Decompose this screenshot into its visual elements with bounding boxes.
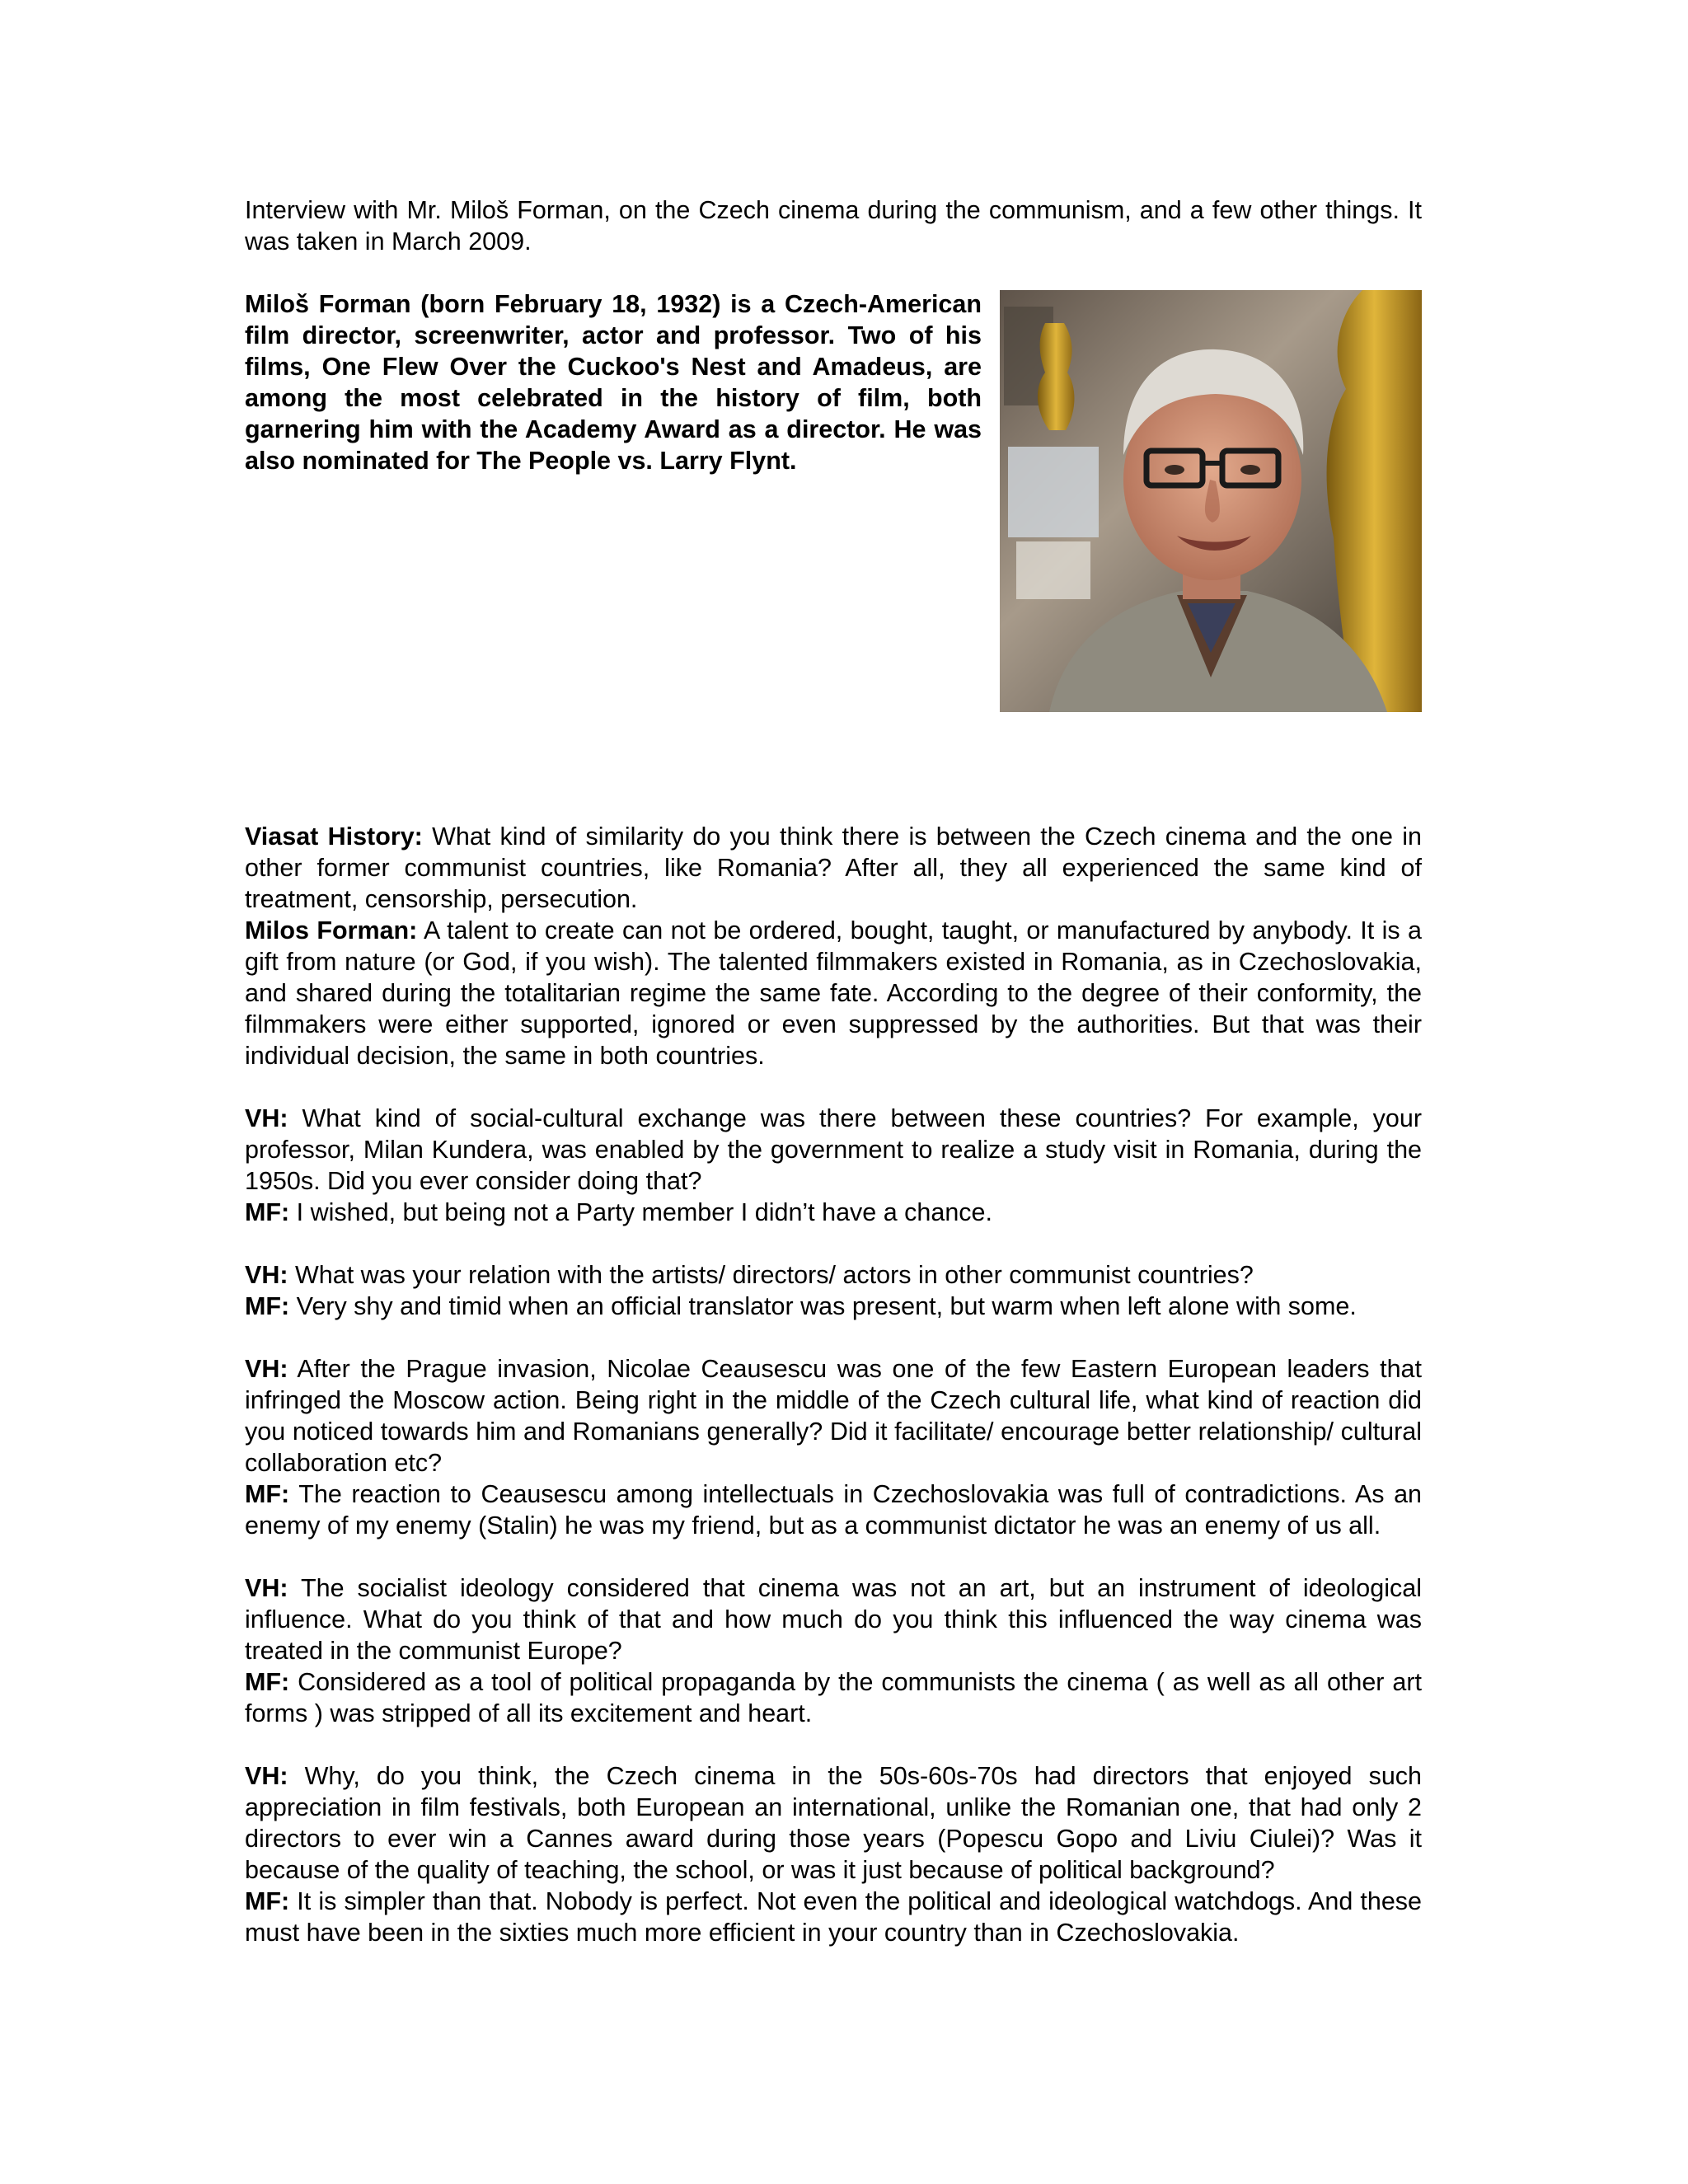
speaker-label: MF: xyxy=(245,1668,290,1696)
answer-text: Considered as a tool of political propaganda by the communists the cinema ( as well as all other art forms ) was stripped of all its excitement and heart. xyxy=(245,1668,1422,1727)
answer-text: A talent to create can not be ordered, bought, taught, or manufactured by anybody. It is a gift from nature (or God, if you wish). The talented filmmakers existed in Romania, as in Czechoslovakia, and shared during the totalitarian regime the same fate. According to the degree of their conformity, the filmmakers were either supported, ignored or even suppressed by the authorities. But that was their individual decision, the same in both countries. xyxy=(245,916,1422,1070)
gap xyxy=(245,1322,1422,1353)
interview-qa xyxy=(245,821,1422,1948)
gap xyxy=(245,1541,1422,1572)
gap xyxy=(245,1729,1422,1760)
answer-2 xyxy=(245,1197,1422,1228)
speaker-label: VH: xyxy=(245,1355,288,1383)
question-2 xyxy=(245,1103,1422,1197)
bio-paragraph: Miloš Forman (born February 18, 1932) is a Czech-American film director, screenwriter, actor and professor. Two of his films, One Flew Over the Cuckoo's Nest and Amadeus, are among the most celebrated in the history of film, both garnering him with the Academy Award as a director. He was also nominated for The People vs. Larry Flynt. xyxy=(245,290,982,475)
answer-text: I wished, but being not a Party member I didn’t have a chance. xyxy=(289,1198,992,1226)
question-5 xyxy=(245,1572,1422,1666)
speaker-label: Milos Forman: xyxy=(245,916,418,944)
answer-1 xyxy=(245,915,1422,1071)
answer-6 xyxy=(245,1886,1422,1948)
question-6 xyxy=(245,1760,1422,1886)
bio-block xyxy=(245,288,1422,709)
speaker-label: Viasat History: xyxy=(245,823,423,851)
question-4 xyxy=(245,1353,1422,1479)
spacer xyxy=(245,709,1422,821)
answer-text: It is simpler than that. Nobody is perfect. Not even the political and ideological watchdogs. And these must have been in the sixties much more efficient in your country than in Czechoslovakia. xyxy=(245,1887,1422,1947)
speaker-label: MF: xyxy=(245,1480,290,1508)
speaker-label: VH: xyxy=(245,1762,288,1790)
speaker-label: VH: xyxy=(245,1261,288,1289)
question-3 xyxy=(245,1259,1422,1291)
speaker-label: MF: xyxy=(245,1292,290,1320)
question-1 xyxy=(245,821,1422,915)
portrait-illustration xyxy=(1000,290,1422,712)
speaker-label: VH: xyxy=(245,1574,288,1602)
answer-text: Very shy and timid when an official translator was present, but warm when left alone with some. xyxy=(289,1292,1357,1320)
speaker-label: MF: xyxy=(245,1887,290,1915)
answer-3 xyxy=(245,1291,1422,1322)
answer-text: The reaction to Ceausescu among intellectuals in Czechoslovakia was full of contradictions. As an enemy of my enemy (Stalin) he was my friend, but as a communist dictator he was an enemy of us all. xyxy=(245,1480,1422,1540)
question-text: What was your relation with the artists/ directors/ actors in other communist countries? xyxy=(288,1261,1254,1289)
question-text: What kind of social-cultural exchange was there between these countries? For example, your professor, Milan Kundera, was enabled by the government to realize a study visit in Romania, during the 1950s. Did you ever consider doing that? xyxy=(245,1104,1422,1195)
question-text: Why, do you think, the Czech cinema in the 50s-60s-70s had directors that enjoyed such appreciation in film festivals, both European an international, unlike the Romanian one, that had only 2 directors to ever win a Cannes award during those years (Popescu Gopo and Liviu Ciulei)? Was it because of the quality of teaching, the school, or was it just because of political background? xyxy=(245,1762,1422,1884)
question-text: After the Prague invasion, Nicolae Ceausescu was one of the few Eastern European leaders that infringed the Moscow action. Being right in the middle of the Czech cultural life, what kind of reaction did you noticed towards him and Romanians generally? Did it facilitate/ encourage better relationship/ cultural collaboration etc? xyxy=(245,1355,1422,1477)
gap xyxy=(245,1228,1422,1259)
speaker-label: MF: xyxy=(245,1198,290,1226)
question-text: What kind of similarity do you think there is between the Czech cinema and the one in other former communist countries, like Romania? After all, they all experienced the same kind of treatment, censorship, persecution. xyxy=(245,823,1422,913)
answer-4 xyxy=(245,1479,1422,1541)
speaker-label: VH: xyxy=(245,1104,288,1132)
intro-paragraph: Interview with Mr. Miloš Forman, on the Czech cinema during the communism, and a few other things. It was taken in March 2009. xyxy=(245,196,1422,255)
portrait-photo xyxy=(1000,290,1422,712)
question-text: The socialist ideology considered that cinema was not an art, but an instrument of ideological influence. What do you think of that and how much do you think this influenced the way cinema was treated in the communist Europe? xyxy=(245,1574,1422,1665)
document-page xyxy=(245,194,1422,1948)
gap xyxy=(245,1071,1422,1103)
answer-5 xyxy=(245,1666,1422,1729)
